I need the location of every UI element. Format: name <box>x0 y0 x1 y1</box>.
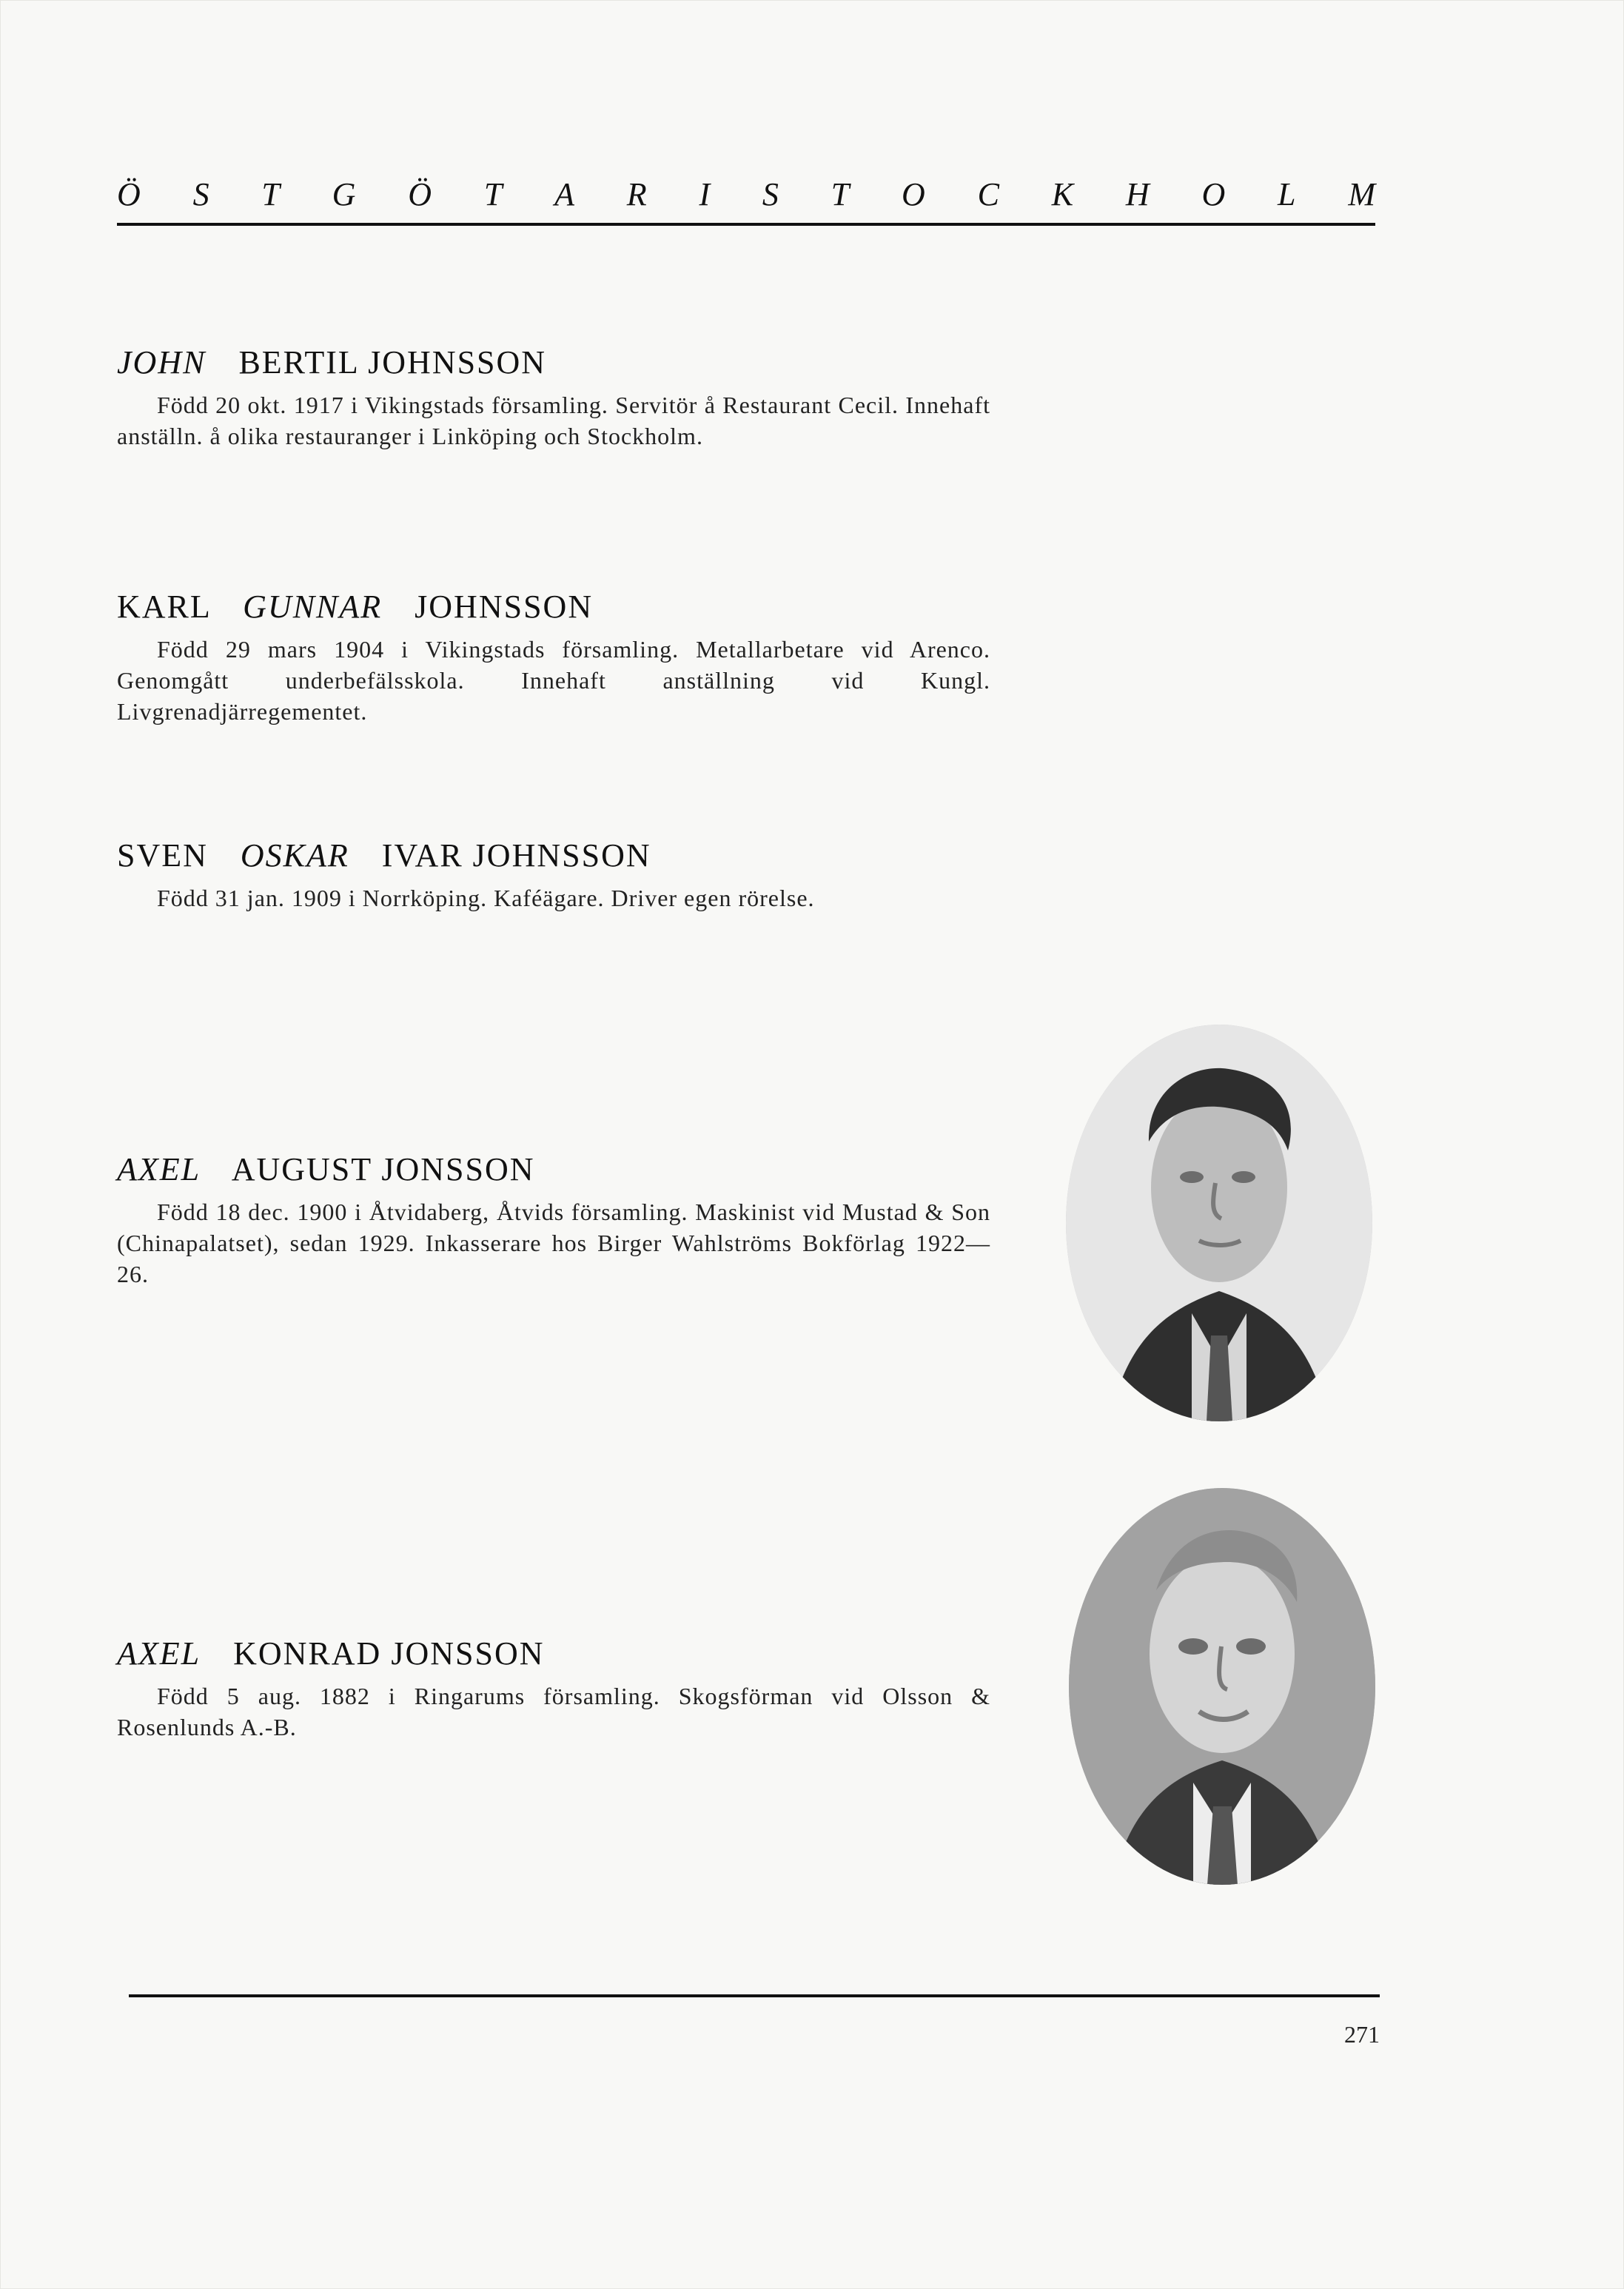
entry-sven-oskar-ivar-johnsson <box>117 835 990 914</box>
entry-body: Född 31 jan. 1909 i Norrköping. Kaféägare. Driver egen rörelse. <box>157 885 815 911</box>
running-head-letter: O <box>1201 176 1226 212</box>
portrait-axel-august-jonsson <box>1066 1025 1372 1421</box>
name-italic: AXEL <box>117 1635 201 1672</box>
running-head-letter: T <box>483 176 503 212</box>
running-head-letter: A <box>554 176 574 212</box>
running-head-letter: T <box>261 176 280 212</box>
entry-body: Född 18 dec. 1900 i Åtvidaberg, Åtvids församling. Maskinist vid Mustad & Son (Chinapalatset), sedan 1929. Inkasserare hos Birger Wahlströms Bokförlag 1922—26. <box>117 1199 990 1287</box>
running-head-rule <box>117 223 1375 226</box>
running-head-letter: H <box>1125 176 1150 212</box>
entry-john-bertil-johnsson <box>117 342 990 452</box>
name-italic: GUNNAR <box>243 589 383 625</box>
running-head-letter: G <box>332 176 356 212</box>
running-head-letter: S <box>192 176 209 212</box>
running-head-letter: L <box>1278 176 1296 212</box>
running-head-letter: S <box>762 176 779 212</box>
portrait-image <box>1069 1488 1375 1885</box>
running-head-letter: M <box>1348 176 1375 212</box>
running-head-letter: Ö <box>117 176 141 212</box>
footer-rule <box>129 1994 1380 1997</box>
running-head-title <box>117 169 1375 221</box>
name-rest: JOHNSSON <box>415 589 594 625</box>
name-prefix: KARL <box>117 589 211 625</box>
page-number: 271 <box>1344 2021 1380 2048</box>
running-head-letter: C <box>977 176 999 212</box>
entry-name <box>117 342 990 383</box>
name-rest: IVAR JOHNSSON <box>381 837 651 874</box>
entry-name <box>117 835 990 877</box>
entry-axel-konrad-jonsson <box>117 1633 990 1743</box>
entry-body: Född 5 aug. 1882 i Ringarums församling. Skogsförman vid Olsson & Rosenlunds A.-B. <box>117 1683 990 1740</box>
running-head <box>117 169 1375 235</box>
entry-body: Född 20 okt. 1917 i Vikingstads församling. Servitör å Restaurant Cecil. Innehaft anställn. å olika restauranger i Linköping och Stockholm. <box>117 392 990 449</box>
name-rest: BERTIL JOHNSSON <box>238 344 547 381</box>
running-head-letter: I <box>699 176 711 212</box>
entry-name <box>117 1149 990 1190</box>
running-head-letter: T <box>831 176 850 212</box>
running-head-letter: K <box>1051 176 1074 212</box>
portrait-axel-konrad-jonsson <box>1069 1488 1375 1885</box>
running-head-letter: R <box>626 176 647 212</box>
entry-karl-gunnar-johnsson <box>117 586 990 727</box>
running-head-letter: O <box>902 176 925 212</box>
entry-name <box>117 1633 990 1675</box>
name-rest: KONRAD JONSSON <box>233 1635 545 1672</box>
entry-axel-august-jonsson <box>117 1149 990 1290</box>
name-rest: AUGUST JONSSON <box>231 1151 535 1187</box>
name-prefix: SVEN <box>117 837 208 874</box>
name-italic: JOHN <box>117 344 207 381</box>
entry-body: Född 29 mars 1904 i Vikingstads församling. Metallarbetare vid Arenco. Genomgått underbefälsskola. Innehaft anställning vid Kungl. Livgrenadjärregementet. <box>117 636 990 725</box>
name-italic: AXEL <box>117 1151 201 1187</box>
entry-name <box>117 586 990 628</box>
running-head-letter: Ö <box>408 176 432 212</box>
name-italic: OSKAR <box>240 837 349 874</box>
portrait-image <box>1066 1025 1372 1421</box>
